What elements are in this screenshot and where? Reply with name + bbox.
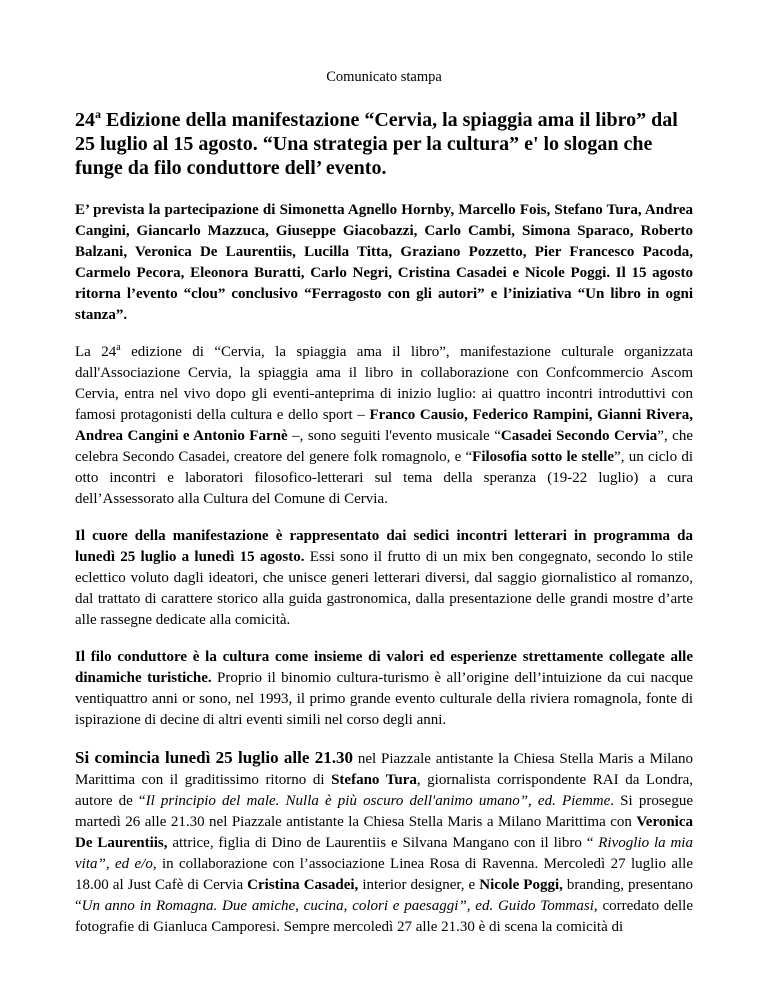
bold-event-name: Casadei Secondo Cervia	[500, 428, 658, 444]
text-run: La 24	[75, 344, 117, 360]
text-run: –, sono seguiti l'evento musicale “	[287, 428, 501, 444]
title-ordinal-suffix: a	[95, 107, 101, 121]
italic-book-title: Il principio del male. Nulla è più oscuro dell'animo umano”, ed. Piemme	[145, 793, 611, 809]
text-run: edizione di “Cervia, la spiaggia ama il libro”, manifestazione culturale organizzata dall'Associazione Cervia, la spiaggia ama il libro in collaborazione con Confcommercio Ascom Cervia, entra nel vivo dopo gli eventi-anteprima di inizio luglio: ai quattro incontri introduttivi con famosi protagonisti della cultura e dello sport –	[75, 344, 693, 423]
text-run: ”, un ciclo di otto incontri e laboratori filosofico-letterari sul tema della speranza (19-22 luglio) a cura dell’Assessorato alla Cultura del Comune di Cervia.	[75, 449, 694, 507]
paragraph-introduction	[75, 342, 693, 510]
document-page	[75, 0, 693, 938]
bold-author-name: Stefano Tura	[331, 772, 417, 788]
italic-book-title: Rivoglio la mia vita”, ed e/o	[75, 835, 693, 872]
text-run: Essi sono il frutto di un mix ben congegnato, secondo lo stile eclettico voluto dagli ideatori, che unisce generi letterari diversi, dal saggio giornalistico al romanzo, dal trattato di carattere storico alla guida gastronomica, dalla presentazione delle grandi mostre d’arte alle rassegne dedicate alla comicità.	[75, 549, 694, 628]
press-release-title	[75, 108, 693, 180]
title-text: Edizione della manifestazione “Cervia, la spiaggia ama il libro” dal 25 luglio al 15 agosto. “Una strategia per la cultura” e' lo slogan che funge da filo conduttore dell’ evento.	[75, 109, 678, 179]
text-run: . Si prosegue martedì 26 alle 21.30 nel Piazzale antistante la Chiesa Stella Maris a Milano Marittima con	[75, 793, 693, 830]
program-start-heading: Si comincia lunedì 25 luglio alle 21.30	[75, 748, 353, 767]
paragraph-common-thread	[75, 647, 693, 731]
bold-event-name: Filosofia sotto le stelle	[472, 449, 615, 465]
title-ordinal: 24	[75, 109, 95, 131]
text-run: , corredato delle fotografie di Gianluca Camporesi. Sempre mercoledì 27 alle 21.30 è di scena la comicità di	[75, 898, 694, 935]
text-run: nel Piazzale antistante la Chiesa Stella Maris a Milano Marittima con il graditissimo ritorno di	[75, 751, 693, 788]
bold-lead-sentence: Il filo conduttore è la cultura come insieme di valori ed esperienze strettamente collegate alle dinamiche turistiche.	[75, 649, 693, 686]
ordinal-suffix: a	[116, 342, 121, 353]
bold-author-name: Cristina Casadei,	[247, 877, 359, 893]
text-run: ”, che celebra Secondo Casadei, creatore del genere folk romagnolo, e “	[75, 428, 693, 465]
document-type-label: Comunicato stampa	[326, 69, 442, 85]
text-run: Proprio il binomio cultura-turismo è all’origine dell’intuizione da cui nacque ventiquattro anni or sono, nel 1993, il primo grande evento culturale della riviera romagnola, fonte di ispirazione di decine di altri eventi simili nel corso degli anni.	[75, 670, 693, 728]
text-run: , in collaborazione con l’associazione Linea Rosa di Ravenna. Mercoledì 27 luglio alle 18.00 al Just Cafè di Cervia	[75, 856, 693, 893]
bold-author-name: Nicole Poggi,	[479, 877, 563, 893]
italic-book-title: Un anno in Romagna. Due amiche, cucina, colori e paesaggi”, ed. Guido Tommasi	[81, 898, 594, 914]
text-run: , giornalista corrispondente RAI da Londra, autore de “	[75, 772, 693, 809]
lead-paragraph: E’ prevista la partecipazione di Simonetta Agnello Hornby, Marcello Fois, Stefano Tura, Andrea Cangini, Giancarlo Mazzuca, Giuseppe Giacobazzi, Carlo Cambi, Simona Sparaco, Roberto Balzani, Veronica De Laurentiis, Lucilla Titta, Graziano Pozzetto, Pier Francesco Pacoda, Carmelo Pecora, Eleonora Buratti, Carlo Negri, Cristina Casadei e Nicole Poggi. Il 15 agosto ritorna l’evento “clou” conclusivo “Ferragosto con gli autori” e l’iniziativa “Un libro in ogni stanza”.	[75, 202, 693, 323]
text-run: attrice, figlia di Dino de Laurentiis e Silvana Mangano con il libro “	[167, 835, 599, 851]
paragraph-heart-of-event	[75, 526, 693, 631]
text-run: interior designer, e	[358, 877, 480, 893]
bold-guests: Franco Causio, Federico Rampini, Gianni Rivera, Andrea Cangini e Antonio Farnè	[75, 407, 693, 444]
paragraph-program	[75, 747, 693, 938]
bold-author-name: Veronica De Laurentiis,	[75, 814, 693, 851]
text-run: branding, presentano “	[75, 877, 693, 914]
bold-lead-sentence: Il cuore della manifestazione è rappresentato dai sedici incontri letterari in programma da lunedì 25 luglio a lunedì 15 agosto.	[75, 528, 693, 565]
